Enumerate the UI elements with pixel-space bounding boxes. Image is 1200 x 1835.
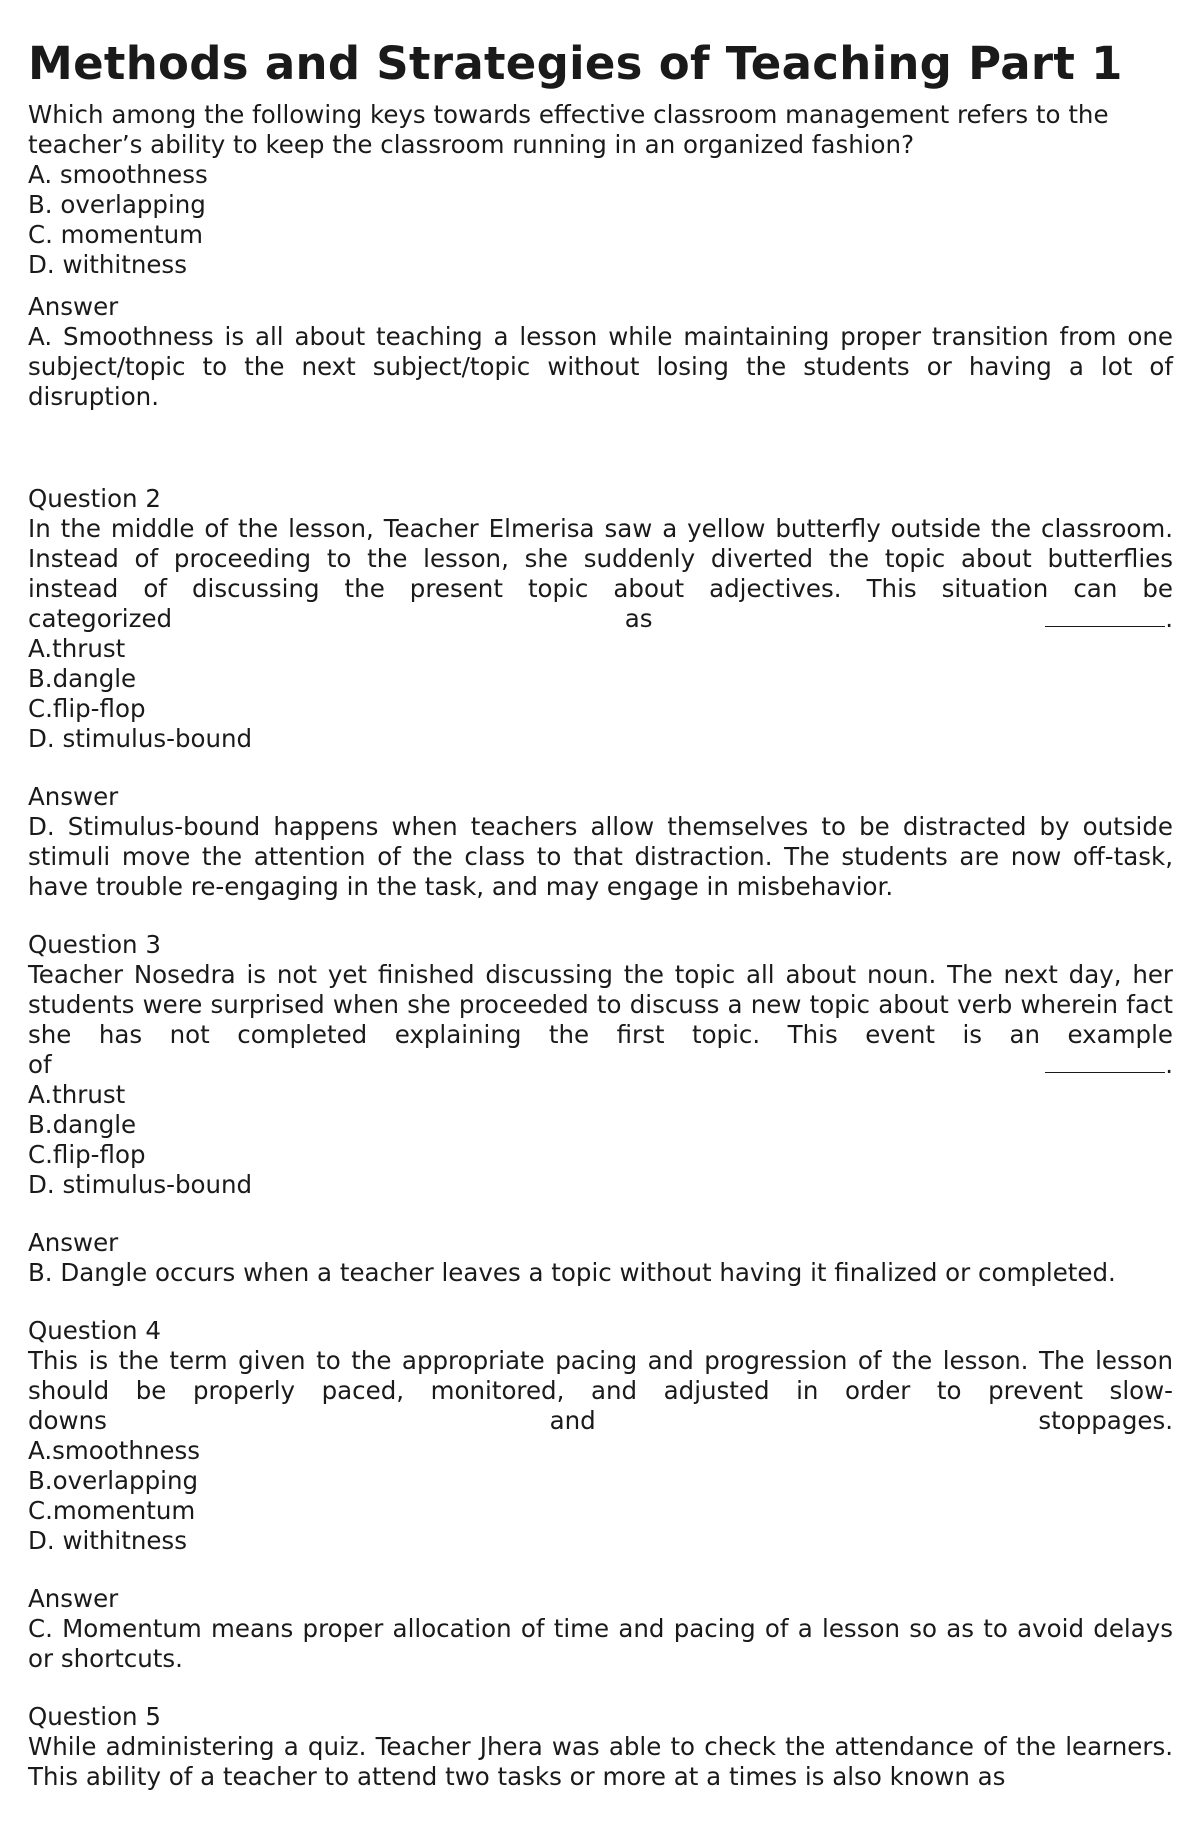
answer-blank: .: [1045, 604, 1173, 634]
question-text: While administering a quiz. Teacher Jhera was able to check the attendance of the learners. This ability of a teacher to attend two tasks or more at a times is also known as: [28, 1732, 1173, 1791]
option-c: C.flip-flop: [28, 694, 146, 723]
word: stoppages.: [1038, 1406, 1173, 1435]
word: downs: [28, 1406, 107, 1435]
answer-label: Answer: [28, 1584, 119, 1613]
question-text: In the middle of the lesson, Teacher Elmerisa saw a yellow butterfly outside the classroom. Instead of proceeding to the lesson, she suddenly diverted the topic about butterflies instead of discussing the present topic about adjectives. This situation can be: [28, 514, 1173, 603]
option-c: C.momentum: [28, 1496, 196, 1525]
word: categorized: [28, 604, 173, 633]
option-a: A.smoothness: [28, 1436, 200, 1465]
page-title: Methods and Strategies of Teaching Part 1: [28, 37, 1123, 90]
option-a: A. smoothness: [28, 160, 208, 189]
answer-text: B. Dangle occurs when a teacher leaves a topic without having it finalized or completed.: [28, 1258, 1116, 1287]
answer-label: Answer: [28, 1228, 119, 1257]
option-a: A.thrust: [28, 634, 126, 663]
question-label: Question 3: [28, 930, 161, 959]
option-b: B.dangle: [28, 664, 137, 693]
question-last-line: [28, 604, 1173, 634]
option-a: A.thrust: [28, 1080, 126, 1109]
answer-text: A. Smoothness is all about teaching a lesson while maintaining proper transition from one subject/topic to the next subject/topic without losing the students or having a lot of disruption.: [28, 322, 1173, 411]
option-d: D. stimulus-bound: [28, 1170, 253, 1199]
answer-label: Answer: [28, 782, 119, 811]
question-5: [28, 1702, 1173, 1792]
question-1: [28, 100, 1173, 412]
question-text: This is the term given to the appropriate pacing and progression of the lesson. The lesson should be properly paced, monitored, and adjusted in order to prevent slow-: [28, 1346, 1173, 1405]
question-3: [28, 930, 1173, 1288]
question-last-line: [28, 1050, 1173, 1080]
question-text: Which among the following keys towards effective classroom management refers to the teacher’s ability to keep the classroom running in an organized fashion?: [28, 100, 1109, 159]
option-b: B. overlapping: [28, 190, 206, 219]
option-c: C. momentum: [28, 220, 204, 249]
option-d: D. withitness: [28, 1526, 187, 1555]
option-b: B.overlapping: [28, 1466, 199, 1495]
answer-text: D. Stimulus-bound happens when teachers allow themselves to be distracted by outside stimuli move the attention of the class to that distraction. The students are now off-task, have trouble re-engaging in the task, and may engage in misbehavior.: [28, 812, 1173, 901]
option-d: D. stimulus-bound: [28, 724, 253, 753]
option-d: D. withitness: [28, 250, 187, 279]
word: as: [624, 604, 653, 633]
option-b: B.dangle: [28, 1110, 137, 1139]
question-4: [28, 1316, 1173, 1674]
answer-text: C. Momentum means proper allocation of time and pacing of a lesson so as to avoid delays or shortcuts.: [28, 1614, 1173, 1673]
answer-label: Answer: [28, 292, 119, 321]
question-label: Question 2: [28, 484, 161, 513]
question-last-line: [28, 1406, 1173, 1436]
answer-blank: .: [1045, 1050, 1173, 1080]
word: of: [28, 1050, 52, 1079]
question-text: Teacher Nosedra is not yet finished discussing the topic all about noun. The next day, her students were surprised when she proceeded to discuss a new topic about verb wherein fact she has not completed explaining the first topic. This event is an example: [28, 960, 1173, 1049]
question-2: [28, 484, 1173, 902]
question-label: Question 4: [28, 1316, 161, 1345]
option-c: C.flip-flop: [28, 1140, 146, 1169]
question-label: Question 5: [28, 1702, 161, 1731]
word: and: [549, 1406, 596, 1435]
